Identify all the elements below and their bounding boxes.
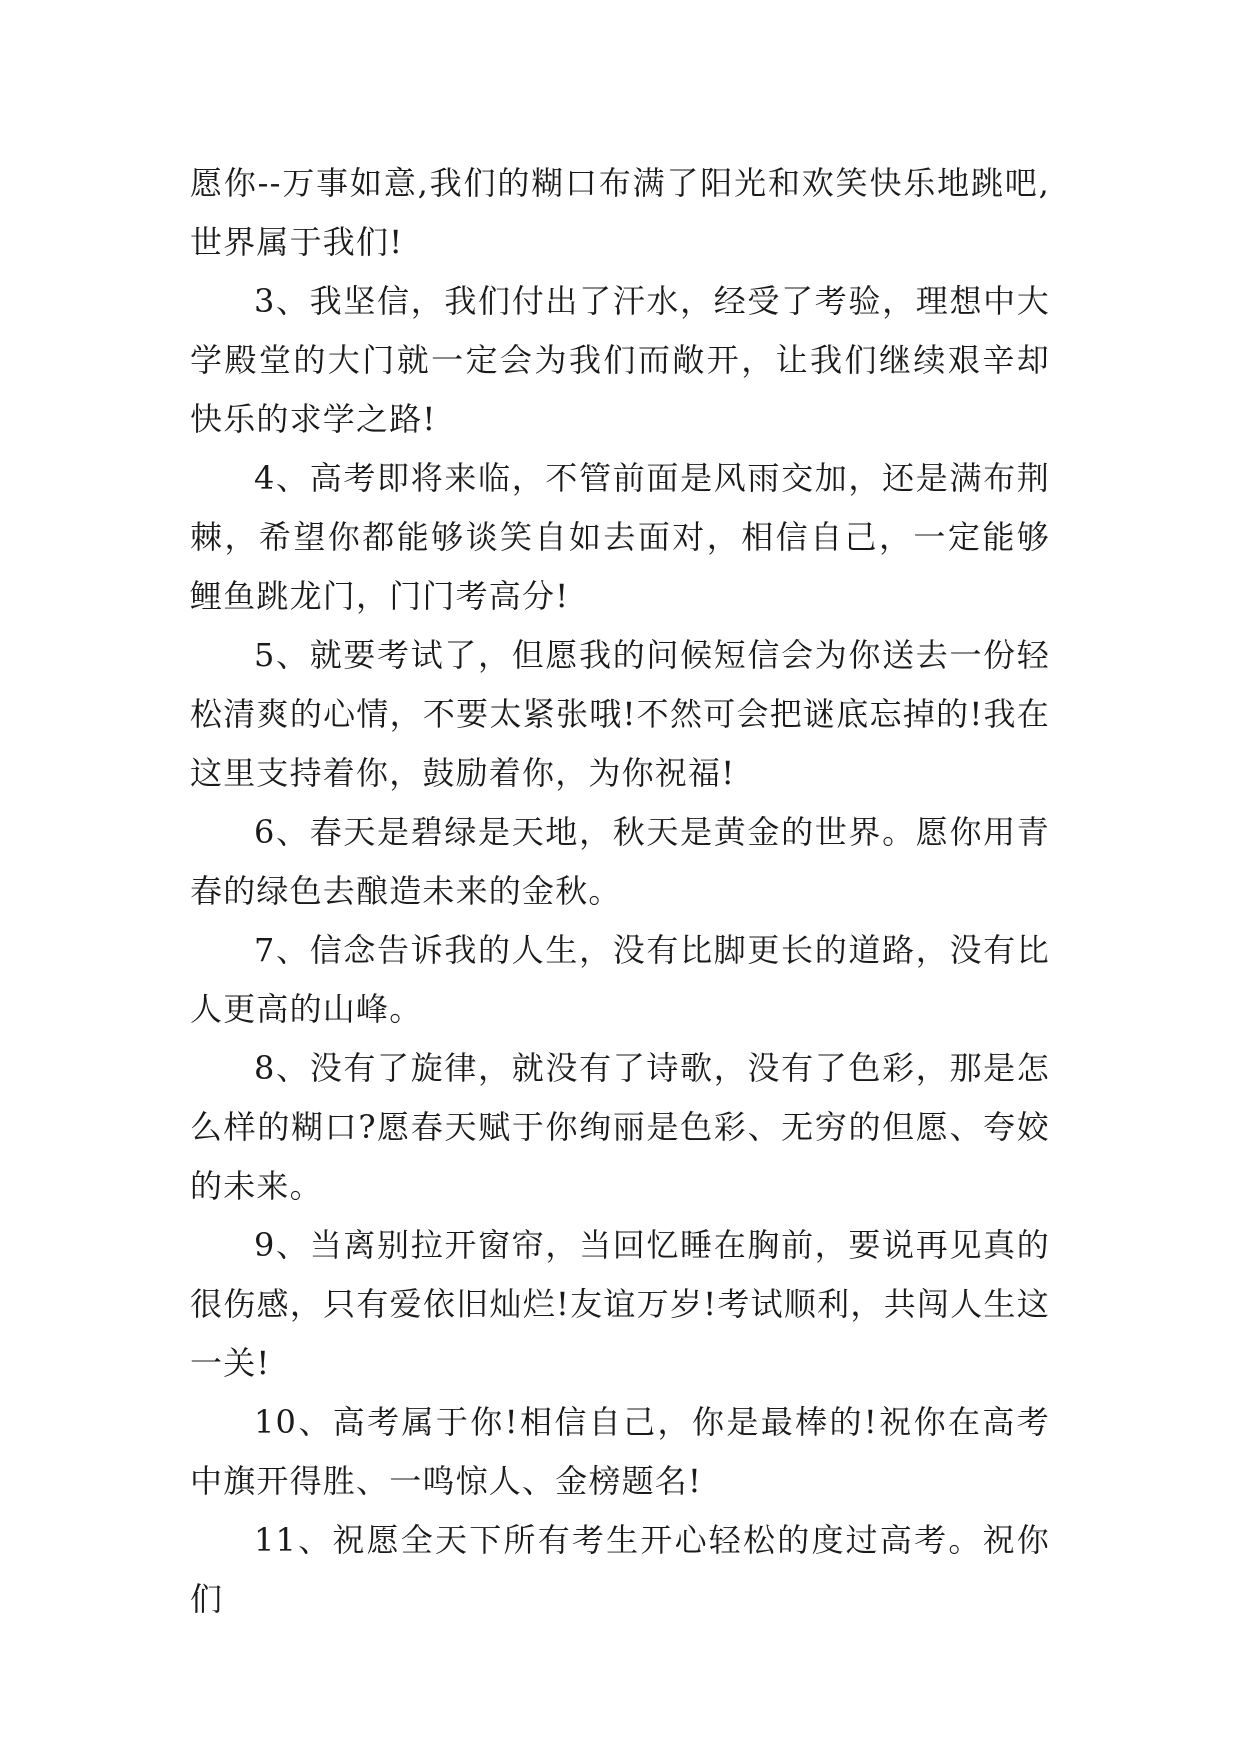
paragraph-item-10: 10、高考属于你!相信自己，你是最棒的!祝你在高考中旗开得胜、一鸣惊人、金榜题名! xyxy=(190,1403,1050,1500)
paragraph-item-8: 8、没有了旋律，就没有了诗歌，没有了色彩，那是怎么样的糊口?愿春天赋于你绚丽是色彩、无穷的但愿、夸姣的未来。 xyxy=(190,1049,1050,1205)
document-body xyxy=(190,154,1050,1629)
paragraph-continuation: 愿你--万事如意,我们的糊口布满了阳光和欢笑快乐地跳吧,世界属于我们! xyxy=(190,164,1050,261)
paragraph-item-4: 4、高考即将来临，不管前面是风雨交加，还是满布荆棘，希望你都能够谈笑自如去面对，相信自己，一定能够鲤鱼跳龙门，门门考高分! xyxy=(190,459,1050,615)
paragraph-item-6: 6、春天是碧绿是天地，秋天是黄金的世界。愿你用青春的绿色去酿造未来的金秋。 xyxy=(190,813,1050,910)
paragraph-item-7: 7、信念告诉我的人生，没有比脚更长的道路，没有比人更高的山峰。 xyxy=(190,931,1050,1028)
paragraph-item-9: 9、当离别拉开窗帘，当回忆睡在胸前，要说再见真的很伤感，只有爱依旧灿烂!友谊万岁!考试顺利，共闯人生这一关! xyxy=(190,1226,1050,1382)
paragraph-item-3: 3、我坚信，我们付出了汗水，经受了考验，理想中大学殿堂的大门就一定会为我们而敞开，让我们继续艰辛却快乐的求学之路! xyxy=(190,282,1050,438)
paragraph-item-11: 11、祝愿全天下所有考生开心轻松的度过高考。祝你们 xyxy=(190,1521,1050,1618)
paragraph-item-5: 5、就要考试了，但愿我的问候短信会为你送去一份轻松清爽的心情，不要太紧张哦!不然可会把谜底忘掉的!我在这里支持着你，鼓励着你，为你祝福! xyxy=(190,636,1050,792)
